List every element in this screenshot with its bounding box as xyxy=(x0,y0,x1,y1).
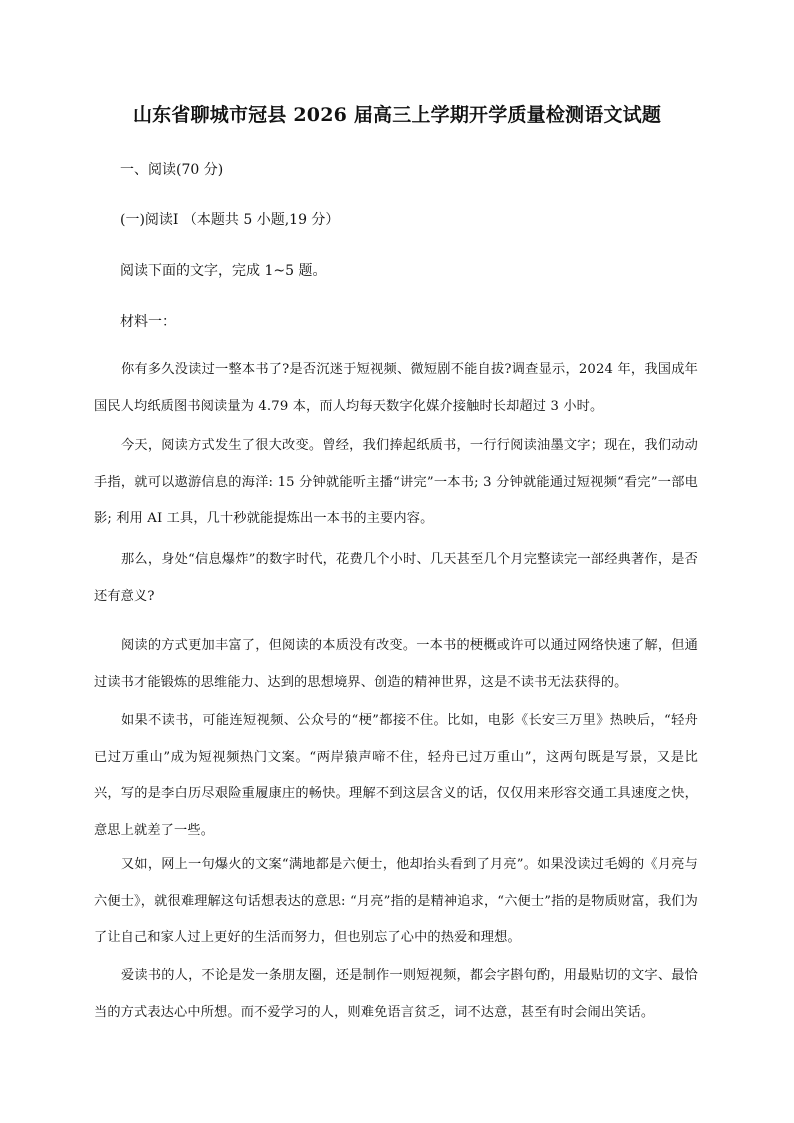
paragraph: 阅读的方式更加丰富了，但阅读的本质没有改变。一本书的梗概或许可以通过网络快速了解，但通过读书才能锻炼的思维能力、达到的思想境界、创造的精神世界，这是不读书无法获得的。 xyxy=(94,638,698,690)
paragraph: 爱读书的人，不论是发一条朋友圈，还是制作一则短视频，都会字斟句酌，用最贴切的文字、最恰当的方式表达心中所想。而不爱学习的人，则难免语言贫乏，词不达意，甚至有时会闹出笑话。 xyxy=(94,968,698,1020)
reading-instruction: 阅读下面的文字，完成 1~5 题。 xyxy=(120,263,327,279)
exam-title: 山东省聊城市冠县 2026 届高三上学期开学质量检测语文试题 xyxy=(132,104,662,126)
paragraph: 那么，身处“信息爆炸”的数字时代，花费几个小时、几天甚至几个月完整读完一部经典著作，是否还有意义? xyxy=(94,552,698,604)
paragraph: 如果不读书，可能连短视频、公众号的“梗”都接不住。比如，电影《长安三万里》热映后，“轻舟已过万重山”成为短视频热门文案。“两岸猿声啼不住，轻舟已过万重山”，这两句既是写景，又是比兴，写的是李白历尽艰险重履康庄的畅快。理解不到这层含义的话，仅仅用来形容交通工具速度之快，意思上就差了一些。 xyxy=(94,713,698,838)
paragraph: 你有多久没读过一整本书了?是否沉迷于短视频、微短剧不能自拔?调查显示，2024 年，我国成年国民人均纸质图书阅读量为 4.79 本，而人均每天数字化媒介接触时长却超过 3 小时。 xyxy=(94,362,698,414)
subsection-heading: (一)阅读Ⅰ （本题共 5 小题,19 分） xyxy=(120,212,340,228)
paragraph: 又如，网上一句爆火的文案“满地都是六便士，他却抬头看到了月亮”。如果没读过毛姆的《月亮与六便士》，就很难理解这句话想表达的意思: “月亮”指的是精神追求，“六便士”指的是物质财富，我们为了让自己和家人过上更好的生活而努力，但也别忘了心中的热爱和理想。 xyxy=(94,857,698,945)
material-label: 材料一： xyxy=(120,314,176,330)
paragraph: 今天，阅读方式发生了很大改变。曾经，我们捧起纸质书，一行行阅读油墨文字；现在，我们动动手指，就可以遨游信息的海洋: 15 分钟就能听主播“讲完”一本书; 3 分钟就能通过短视频“看完”一部电影; 利用 AI 工具，几十秒就能提炼出一本书的主要内容。 xyxy=(94,438,698,526)
section-heading: 一、阅读(70 分) xyxy=(120,162,224,178)
